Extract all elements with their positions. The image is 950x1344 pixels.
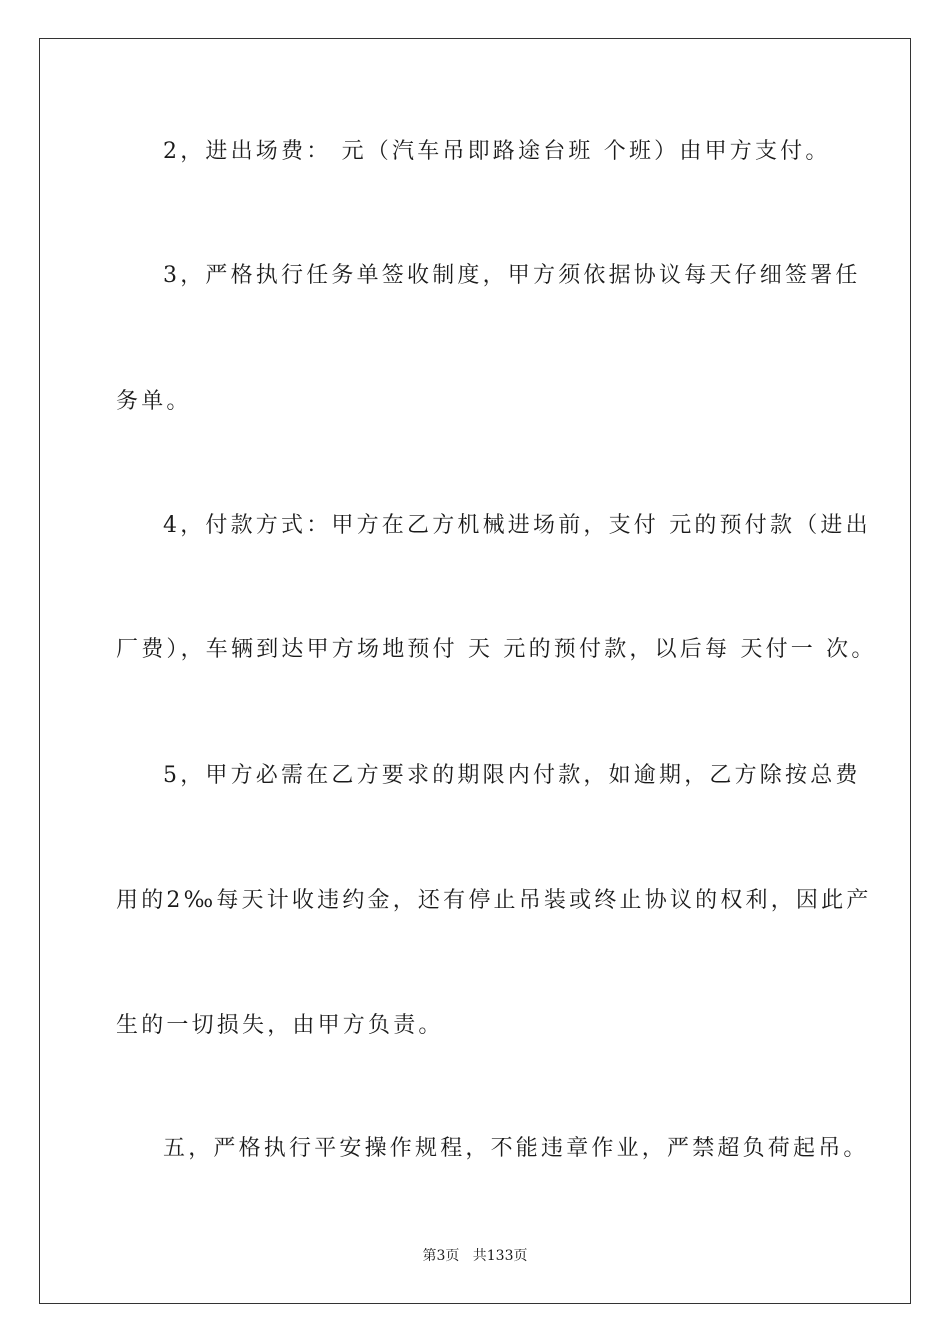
paragraph-line-6: 5，甲方必需在乙方要求的期限内付款，如逾期，乙方除按总费: [163, 763, 861, 788]
paragraph-line-4: 4，付款方式：甲方在乙方机械进场前，支付 元的预付款（进出: [163, 513, 871, 538]
paragraph-line-8: 生的一切损失，由甲方负责。: [116, 1013, 444, 1038]
paragraph-line-5: 厂费），车辆到达甲方场地预付 天 元的预付款，以后每 天付一 次。: [116, 637, 877, 662]
paragraph-line-7: 用的2‰每天计收违约金，还有停止吊装或终止协议的权利，因此产: [116, 888, 872, 913]
page-border: [39, 38, 911, 1304]
paragraph-line-2: 3，严格执行任务单签收制度，甲方须依据协议每天仔细签署任: [163, 263, 861, 288]
paragraph-line-3: 务单。: [116, 389, 192, 414]
paragraph-line-9: 五，严格执行平安操作规程，不能违章作业，严禁超负荷起吊。: [163, 1136, 869, 1161]
page-number-footer: 第3页 共133页: [422, 1248, 528, 1264]
paragraph-line-1: 2，进出场费： 元（汽车吊即路途台班 个班）由甲方支付。: [163, 139, 831, 164]
